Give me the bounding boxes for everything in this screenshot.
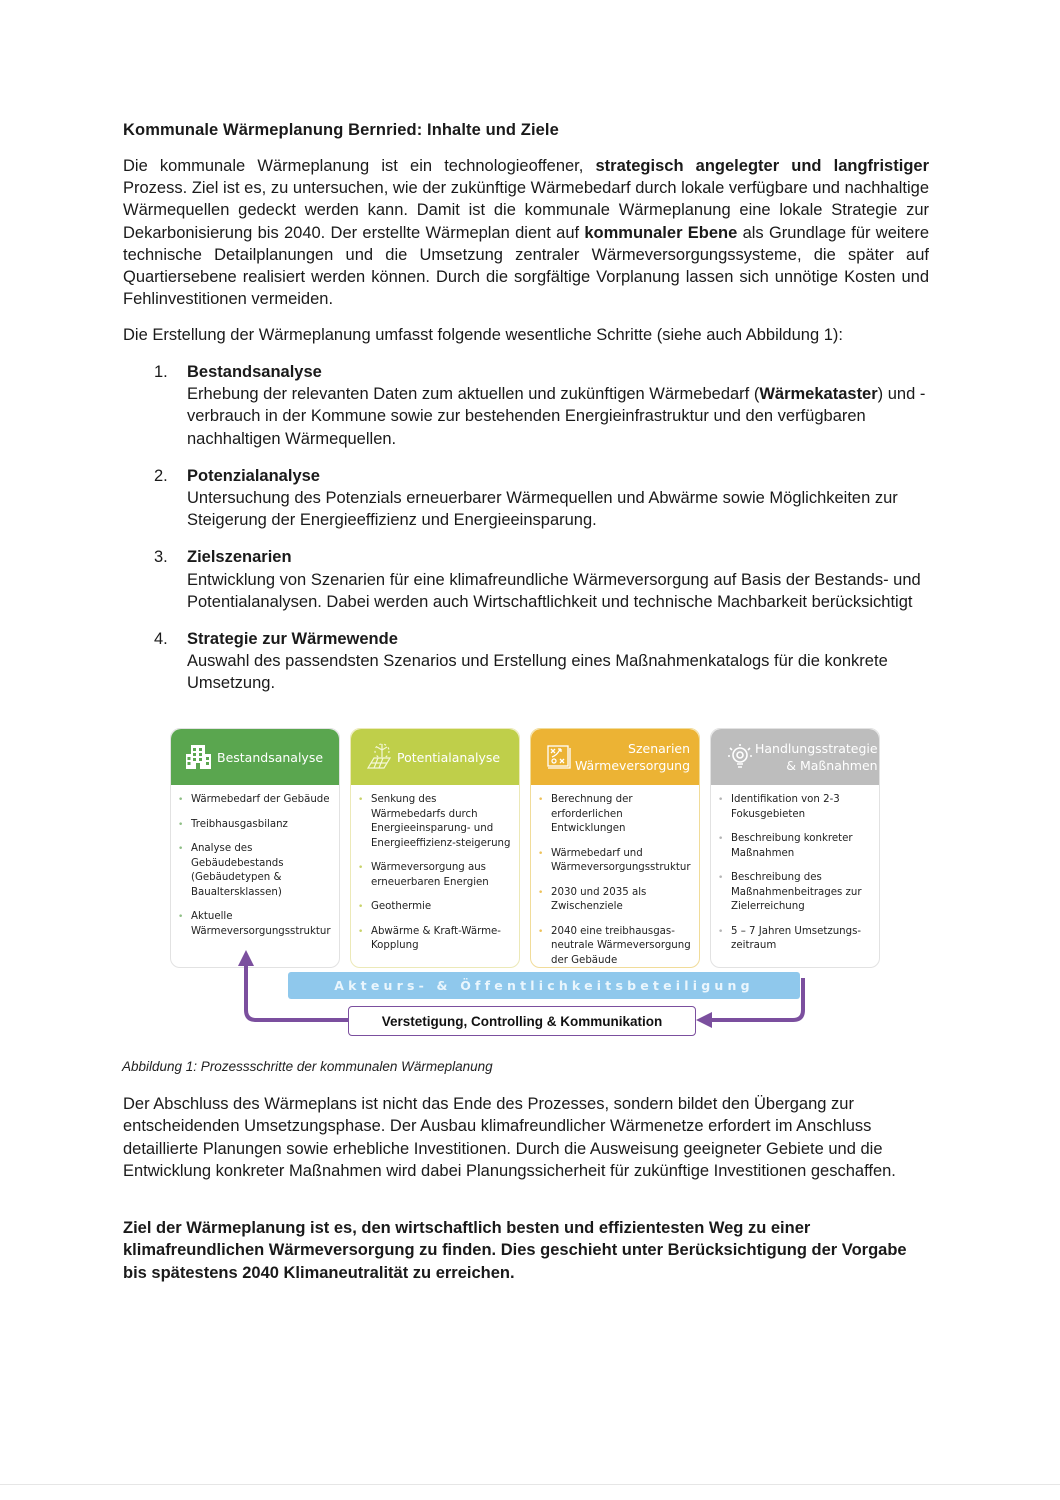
column-title-line: Szenarien <box>628 741 691 756</box>
step-heading: Strategie zur Wärmewende <box>187 630 398 649</box>
column-title-line: & Maßnahmen <box>786 758 878 773</box>
step-heading: Bestandsanalyse <box>187 363 322 381</box>
step-number: 1. <box>154 363 168 381</box>
building-icon <box>185 742 215 772</box>
step-text: ) und -verbrauch in der Kommune sowie zur bestehenden Energieinfrastruktur und den verfügbaren nachhaltigen Wärmequellen. <box>187 385 926 448</box>
step-item <box>150 628 930 695</box>
column-item: • 2040 eine treibhausgas-neutrale Wärmeversorgung der Gebäude <box>537 925 693 969</box>
intro-emphasis: kommunaler Ebene <box>584 223 738 242</box>
step-text: Entwicklung von Szenarien für eine klimafreundliche Wärmeversorgung auf Basis der Bestands- und Potentialanalysen. Dabei werden auch Wirtschaftlichkeit und technische Machbarkeit berücksichtigt <box>187 570 921 611</box>
step-number: 2. <box>154 466 168 485</box>
column-title <box>755 740 878 774</box>
column-header <box>711 729 879 785</box>
page-edge-line <box>0 1484 1060 1485</box>
step-item <box>150 465 930 532</box>
column-item: • Beschreibung des Maßnahmenbeitrages zur Zielerreichung <box>717 871 873 915</box>
column-item: • Analyse des Gebäudebestands (Gebäudetypen & Baualtersklassen) <box>177 842 333 900</box>
column-item: • Beschreibung konkreter Maßnahmen <box>717 832 873 861</box>
column-item: • Treibhausgasbilanz <box>177 818 333 833</box>
step-item <box>150 361 930 450</box>
column-item: • Geothermie <box>357 900 513 915</box>
lightbulb-icon <box>725 742 755 772</box>
column-title: Potentialanalyse <box>397 749 501 765</box>
strategy-board-icon <box>545 742 575 772</box>
intro-text: Die kommunale Wärmeplanung ist ein technologieoffener, <box>123 157 596 175</box>
continuation-box: Verstetigung, Controlling & Kommunikation <box>348 1006 696 1036</box>
column-items <box>351 785 519 954</box>
column-item: • 5 – 7 Jahren Umsetzungs-zeitraum <box>717 925 873 954</box>
column-item: • Wärmebedarf der Gebäude <box>177 793 333 808</box>
column-title <box>575 740 690 774</box>
steps-list <box>150 361 930 710</box>
column-bestandsanalyse <box>170 728 340 968</box>
column-header <box>171 729 339 785</box>
step-text: Untersuchung des Potenzials erneuerbarer Wärmequellen und Abwärme sowie Möglichkeiten zur Steigerung der Energieeffizienz und Energieeinsparung. <box>187 489 898 530</box>
column-title-line: Handlungsstrategie <box>755 741 878 756</box>
column-items <box>711 785 879 954</box>
steps-intro: Die Erstellung der Wärmeplanung umfasst folgende wesentliche Schritte (siehe auch Abbildung 1): <box>123 326 843 344</box>
step-heading: Potenzialanalyse <box>187 466 320 485</box>
arrowhead-left-icon <box>696 1012 712 1028</box>
intro-text: Prozess. Ziel ist es, zu untersuchen, wie der zukünftige Wärmebedarf durch lokale verfügbare und nachhaltige Wärmequellen gedeckt werden kann. Damit ist die kommunale Wärmeplanung eine lokale Strategie zur Dekarbonisierung bis 2040. Der erstellte Wärmeplan dient auf <box>123 179 929 242</box>
column-header <box>531 729 699 785</box>
column-item: • Aktuelle Wärmeversorgungsstruktur <box>177 910 333 939</box>
column-header <box>351 729 519 785</box>
intro-text: als Grundlage für weitere technische Detailplanungen und die Umsetzung zentraler Wärmeversorgungssysteme, die später auf Quartiersebene realisiert werden können. Durch die sorgfältige Vorplanung lassen sich unnötige Kosten und Fehlinvestitionen vermeiden. <box>123 223 929 309</box>
column-title-line: Wärmeversorgung <box>575 758 691 773</box>
document-title: Kommunale Wärmeplanung Bernried: Inhalte und Ziele <box>123 121 559 139</box>
step-item <box>150 546 930 613</box>
participation-bar: Akteurs- & Öffentlichkeitsbeteiligung <box>288 972 800 999</box>
solar-wind-icon <box>365 742 395 772</box>
column-item: • Senkung des Wärmebedarfs durch Energieeinsparung- und Energieeffizienz-steigerung <box>357 793 513 851</box>
column-item: • Wärmebedarf und Wärmeversorgungsstruktur <box>537 847 693 876</box>
step-emphasis: Wärmekataster <box>759 385 878 404</box>
intro-emphasis: strategisch angelegter und langfristiger <box>595 157 929 175</box>
column-item: • 2030 und 2035 als Zwischenziele <box>537 886 693 915</box>
column-items <box>531 785 699 968</box>
step-text: Auswahl des passendsten Szenarios und Erstellung eines Maßnahmenkatalogs für die konkrete Umsetzung. <box>187 652 888 693</box>
process-figure <box>170 728 882 1040</box>
column-item: • Berechnung der erforderlichen Entwicklungen <box>537 793 693 837</box>
column-items <box>171 785 339 939</box>
step-heading: Zielszenarien <box>187 548 292 567</box>
step-number: 4. <box>154 630 168 649</box>
column-handlungsstrategie <box>710 728 880 968</box>
intro-paragraph <box>123 155 929 310</box>
step-text: Erhebung der relevanten Daten zum aktuellen und zukünftigen Wärmebedarf ( <box>187 385 760 404</box>
step-number: 3. <box>154 548 168 567</box>
conclusion-paragraph: Ziel der Wärmeplanung ist es, den wirtschaftlich besten und effizientesten Weg zu einer klimafreundlichen Wärmeversorgung zu finden. Dies geschieht unter Berücksichtigung der Vorgabe bis spätestens 2040 Klimaneutralität zu erreichen. <box>123 1219 907 1282</box>
figure-caption: Abbildung 1: Prozessschritte der kommunalen Wärmeplanung <box>122 1059 493 1074</box>
column-title: Bestandsanalyse <box>217 749 324 765</box>
column-potentialanalyse <box>350 728 520 968</box>
column-item: • Identifikation von 2-3 Fokusgebieten <box>717 793 873 822</box>
column-item: • Abwärme & Kraft-Wärme-Kopplung <box>357 925 513 954</box>
column-item: • Wärmeversorgung aus erneuerbaren Energien <box>357 861 513 890</box>
column-szenarien <box>530 728 700 968</box>
closing-paragraph: Der Abschluss des Wärmeplans ist nicht das Ende des Prozesses, sondern bildet den Übergang zur entscheidenden Umsetzungsphase. Der Ausbau klimafreundlicher Wärmenetze erfordert im Anschluss detaillierte Planungen sowie erhebliche Investitionen. Durch die Ausweisung geeigneter Gebiete und die Entwicklung konkreter Maßnahmen wird dabei Planungssicherheit für zukünftige Investitionen geschaffen. <box>123 1095 896 1180</box>
